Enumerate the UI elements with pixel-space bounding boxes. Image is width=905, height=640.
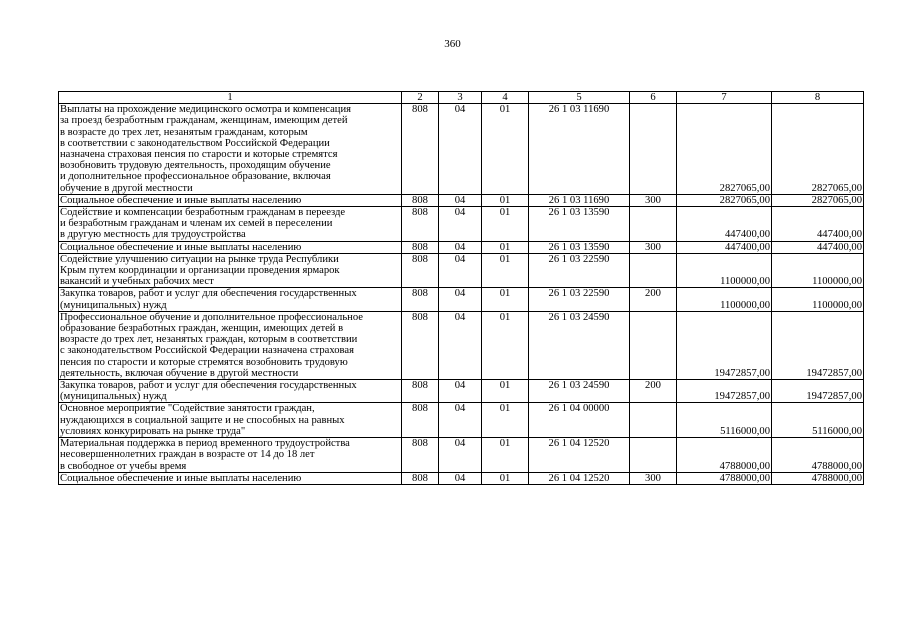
row-name: Профессиональное обучение и дополнительное профессиональное образование безработных граждан, женщин, имеющих детей в возрасте до трех лет, незанятых граждан, которым в соответствии с законодательством Российской Федерации назначена страховая пенсия по старости и которые стремятся возобновить трудовую деятельность, включая обучение в другой местности	[59, 311, 402, 379]
row-name: Основное мероприятие "Содействие занятости граждан, нуждающихся в социальной защите и не способных на равных условиях конкурировать на рынке труда"	[59, 403, 402, 438]
table-header-row	[59, 92, 864, 104]
row-col-8: 1100000,00	[772, 288, 864, 311]
row-col-7: 447400,00	[677, 207, 772, 242]
row-col-6: 200	[630, 380, 677, 403]
row-col-2: 808	[402, 253, 439, 288]
row-col-4: 01	[482, 104, 529, 195]
row-col-6: 300	[630, 472, 677, 484]
table-row	[59, 104, 864, 195]
row-col-6: 200	[630, 288, 677, 311]
row-col-5: 26 1 04 12520	[529, 472, 630, 484]
row-col-4: 01	[482, 311, 529, 379]
row-col-6	[630, 311, 677, 379]
row-col-5: 26 1 03 24590	[529, 311, 630, 379]
row-name: Социальное обеспечение и иные выплаты населению	[59, 194, 402, 206]
row-col-3: 04	[439, 472, 482, 484]
row-col-2: 808	[402, 207, 439, 242]
column-header: 1	[59, 92, 402, 104]
row-col-5: 26 1 03 11690	[529, 104, 630, 195]
row-col-8: 19472857,00	[772, 380, 864, 403]
row-col-5: 26 1 03 24590	[529, 380, 630, 403]
row-col-2: 808	[402, 194, 439, 206]
row-col-8: 1100000,00	[772, 253, 864, 288]
row-name: Закупка товаров, работ и услуг для обеспечения государственных (муниципальных) нужд	[59, 380, 402, 403]
page-number: 360	[444, 38, 461, 50]
row-col-7: 2827065,00	[677, 104, 772, 195]
row-name: Содействие улучшению ситуации на рынке труда Республики Крым путем координации и организации проведения ярмарок вакансий и учебных рабочих мест	[59, 253, 402, 288]
row-col-8: 2827065,00	[772, 104, 864, 195]
row-col-8: 447400,00	[772, 207, 864, 242]
row-col-7: 447400,00	[677, 241, 772, 253]
row-col-8: 5116000,00	[772, 403, 864, 438]
row-col-3: 04	[439, 104, 482, 195]
row-col-4: 01	[482, 438, 529, 473]
row-col-2: 808	[402, 472, 439, 484]
column-header: 5	[529, 92, 630, 104]
row-col-3: 04	[439, 194, 482, 206]
row-col-3: 04	[439, 207, 482, 242]
column-header: 2	[402, 92, 439, 104]
column-header: 6	[630, 92, 677, 104]
row-col-7: 4788000,00	[677, 472, 772, 484]
row-col-8: 2827065,00	[772, 194, 864, 206]
row-col-4: 01	[482, 241, 529, 253]
row-col-7: 19472857,00	[677, 311, 772, 379]
table-row	[59, 194, 864, 206]
row-col-4: 01	[482, 288, 529, 311]
table-row	[59, 380, 864, 403]
column-header: 4	[482, 92, 529, 104]
row-col-6	[630, 253, 677, 288]
row-col-7: 1100000,00	[677, 253, 772, 288]
row-col-3: 04	[439, 311, 482, 379]
row-col-2: 808	[402, 380, 439, 403]
table-row	[59, 207, 864, 242]
column-header: 3	[439, 92, 482, 104]
row-col-3: 04	[439, 253, 482, 288]
table-row	[59, 288, 864, 311]
row-col-4: 01	[482, 207, 529, 242]
row-col-6	[630, 438, 677, 473]
row-col-5: 26 1 03 22590	[529, 288, 630, 311]
row-col-3: 04	[439, 403, 482, 438]
row-col-4: 01	[482, 253, 529, 288]
row-col-7: 19472857,00	[677, 380, 772, 403]
row-col-7: 5116000,00	[677, 403, 772, 438]
table-row	[59, 241, 864, 253]
table-row	[59, 403, 864, 438]
row-col-5: 26 1 03 13590	[529, 241, 630, 253]
row-col-3: 04	[439, 288, 482, 311]
row-col-7: 4788000,00	[677, 438, 772, 473]
row-col-4: 01	[482, 472, 529, 484]
row-col-5: 26 1 03 22590	[529, 253, 630, 288]
row-col-6	[630, 403, 677, 438]
table-row	[59, 311, 864, 379]
row-col-2: 808	[402, 104, 439, 195]
row-col-6	[630, 104, 677, 195]
row-col-3: 04	[439, 241, 482, 253]
column-header: 7	[677, 92, 772, 104]
row-col-3: 04	[439, 438, 482, 473]
column-header: 8	[772, 92, 864, 104]
row-name: Содействие и компенсации безработным гражданам в переезде и безработным гражданам и членам их семей в переселении в другую местность для трудоустройства	[59, 207, 402, 242]
row-col-8: 447400,00	[772, 241, 864, 253]
row-col-8: 4788000,00	[772, 438, 864, 473]
row-name: Материальная поддержка в период временного трудоустройства несовершеннолетних граждан в возрасте от 14 до 18 лет в свободное от учебы время	[59, 438, 402, 473]
row-col-6	[630, 207, 677, 242]
table-row	[59, 438, 864, 473]
row-col-6: 300	[630, 194, 677, 206]
row-col-2: 808	[402, 311, 439, 379]
row-col-3: 04	[439, 380, 482, 403]
row-col-4: 01	[482, 194, 529, 206]
row-col-5: 26 1 04 12520	[529, 438, 630, 473]
row-col-6: 300	[630, 241, 677, 253]
row-col-5: 26 1 04 00000	[529, 403, 630, 438]
table-row	[59, 253, 864, 288]
row-col-2: 808	[402, 403, 439, 438]
table-row	[59, 472, 864, 484]
row-col-7: 1100000,00	[677, 288, 772, 311]
row-name: Социальное обеспечение и иные выплаты населению	[59, 472, 402, 484]
row-col-7: 2827065,00	[677, 194, 772, 206]
row-col-2: 808	[402, 438, 439, 473]
row-col-5: 26 1 03 11690	[529, 194, 630, 206]
row-col-5: 26 1 03 13590	[529, 207, 630, 242]
row-col-8: 4788000,00	[772, 472, 864, 484]
row-name: Закупка товаров, работ и услуг для обеспечения государственных (муниципальных) нужд	[59, 288, 402, 311]
row-name: Социальное обеспечение и иные выплаты населению	[59, 241, 402, 253]
row-col-2: 808	[402, 288, 439, 311]
budget-table	[58, 91, 864, 485]
row-col-2: 808	[402, 241, 439, 253]
row-col-8: 19472857,00	[772, 311, 864, 379]
row-col-4: 01	[482, 380, 529, 403]
row-name: Выплаты на прохождение медицинского осмотра и компенсация за проезд безработным гражданам, женщинам, имеющим детей в возрасте до трех лет, незанятым гражданам, которым в соответствии с законодательством Российской Федерации назначена страховая пенсия по старости и которые стремятся возобновить трудовую деятельность, проходящим обучение и дополнительное профессиональное образование, включая обучение в другой местности	[59, 104, 402, 195]
row-col-4: 01	[482, 403, 529, 438]
